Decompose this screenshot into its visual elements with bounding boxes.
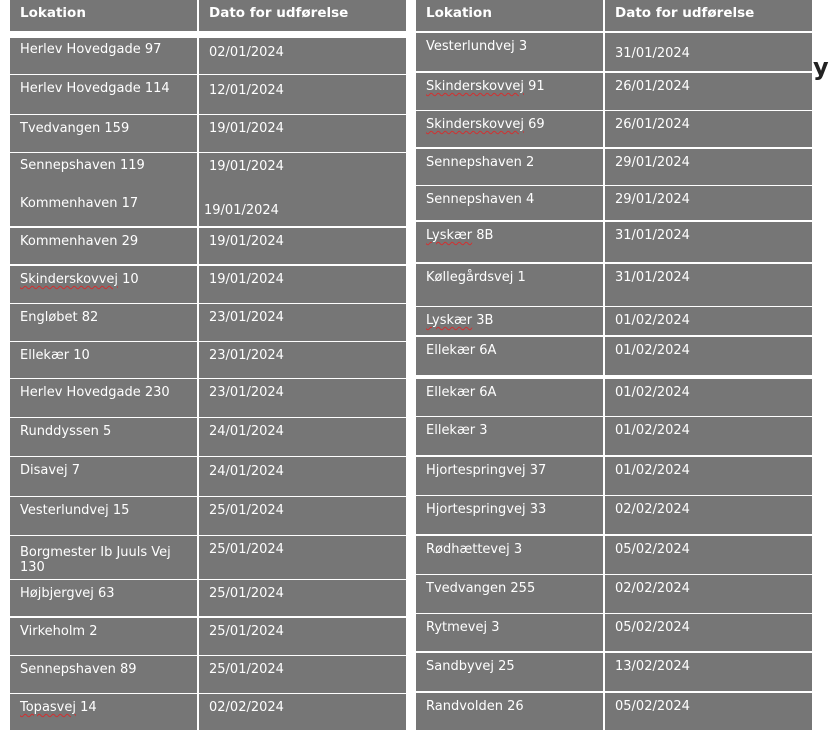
table-row bbox=[10, 656, 406, 693]
table-row bbox=[416, 73, 812, 110]
location-text: Ellekær 6A bbox=[426, 385, 497, 400]
location-text: Rytmevej 3 bbox=[426, 620, 500, 635]
location-cell bbox=[10, 580, 197, 616]
location-cell bbox=[10, 228, 197, 264]
date-text: 13/02/2024 bbox=[615, 659, 690, 674]
table-row bbox=[10, 618, 406, 655]
date-text: 25/01/2024 bbox=[209, 542, 284, 557]
location-cell bbox=[10, 190, 197, 226]
date-cell bbox=[199, 418, 406, 456]
location-cell bbox=[416, 614, 603, 651]
location-cell bbox=[10, 694, 197, 730]
table-row bbox=[10, 153, 406, 190]
date-text: 26/01/2024 bbox=[615, 117, 690, 132]
table-row bbox=[416, 496, 812, 534]
date-text: 02/01/2024 bbox=[209, 45, 284, 60]
date-text: 29/01/2024 bbox=[615, 155, 690, 170]
location-cell bbox=[416, 111, 603, 147]
location-text: Disavej 7 bbox=[20, 463, 81, 478]
table-row bbox=[416, 186, 812, 220]
table-row bbox=[416, 575, 812, 613]
location-cell bbox=[416, 379, 603, 416]
date-text: 23/01/2024 bbox=[209, 385, 284, 400]
location-cell bbox=[416, 496, 603, 534]
table-row bbox=[416, 417, 812, 455]
table-row bbox=[10, 379, 406, 417]
date-text: 05/02/2024 bbox=[615, 620, 690, 635]
location-cell bbox=[416, 693, 603, 730]
date-text: 23/01/2024 bbox=[209, 348, 284, 363]
location-text: Kommenhaven 29 bbox=[20, 234, 139, 249]
date-text: 25/01/2024 bbox=[209, 662, 284, 677]
location-cell bbox=[10, 342, 197, 378]
location-cell bbox=[10, 457, 197, 496]
date-text: 25/01/2024 bbox=[209, 503, 284, 518]
location-text: Skinderskovvej 69 bbox=[426, 117, 545, 132]
date-text: 23/01/2024 bbox=[209, 310, 284, 325]
date-text: 05/02/2024 bbox=[615, 542, 690, 557]
table-row bbox=[10, 115, 406, 152]
location-cell bbox=[10, 418, 197, 456]
header-location: Lokation bbox=[10, 0, 197, 31]
table-row bbox=[416, 457, 812, 495]
location-cell bbox=[10, 266, 197, 303]
date-text: 29/01/2024 bbox=[615, 192, 690, 207]
location-text: Sennepshaven 4 bbox=[426, 192, 535, 207]
table-row bbox=[10, 304, 406, 341]
location-cell bbox=[416, 653, 603, 691]
date-cell bbox=[605, 575, 812, 613]
right-location-table bbox=[416, 0, 812, 730]
date-cell bbox=[199, 694, 406, 730]
location-text: Sennepshaven 2 bbox=[426, 155, 535, 170]
location-cell bbox=[416, 457, 603, 495]
date-text: 24/01/2024 bbox=[209, 424, 284, 439]
date-text: 31/01/2024 bbox=[615, 228, 690, 243]
date-cell bbox=[199, 115, 406, 152]
location-text: Randvolden 26 bbox=[426, 699, 524, 714]
date-text: 01/02/2024 bbox=[615, 463, 690, 478]
table-row bbox=[10, 694, 406, 730]
table-row bbox=[416, 264, 812, 306]
location-cell bbox=[416, 337, 603, 375]
date-cell bbox=[605, 379, 812, 416]
location-cell bbox=[10, 656, 197, 693]
location-cell bbox=[416, 264, 603, 306]
date-text: 01/02/2024 bbox=[615, 423, 690, 438]
date-text: 01/02/2024 bbox=[615, 343, 690, 358]
location-cell bbox=[416, 536, 603, 574]
location-text: Lyskær 8B bbox=[426, 228, 494, 243]
location-text: Skinderskovvej 10 bbox=[20, 272, 139, 287]
table-row bbox=[416, 337, 812, 375]
location-text: Ellekær 3 bbox=[426, 423, 488, 438]
date-cell bbox=[605, 222, 812, 262]
location-text: Virkeholm 2 bbox=[20, 624, 98, 639]
date-cell bbox=[199, 618, 406, 655]
location-cell bbox=[416, 149, 603, 185]
location-cell bbox=[416, 222, 603, 262]
location-text: Rødhættevej 3 bbox=[426, 542, 523, 557]
date-cell bbox=[605, 457, 812, 495]
table-row bbox=[10, 228, 406, 264]
date-text: 02/02/2024 bbox=[615, 581, 690, 596]
date-text: 19/01/2024 bbox=[209, 234, 284, 249]
date-cell bbox=[605, 149, 812, 185]
table-row bbox=[10, 457, 406, 496]
location-text: Herlev Hovedgade 114 bbox=[20, 81, 170, 96]
table-row bbox=[416, 379, 812, 416]
date-text: 25/01/2024 bbox=[209, 586, 284, 601]
date-cell bbox=[605, 73, 812, 110]
header-date: Dato for udførelse bbox=[605, 0, 812, 31]
date-cell bbox=[605, 337, 812, 375]
date-cell bbox=[605, 653, 812, 691]
table-row bbox=[416, 33, 812, 71]
table-header bbox=[10, 0, 406, 31]
date-cell bbox=[605, 496, 812, 534]
location-text: Kommenhaven 17 bbox=[20, 196, 139, 211]
location-text: Herlev Hovedgade 97 bbox=[20, 42, 162, 57]
date-text: 24/01/2024 bbox=[209, 464, 284, 479]
location-text: Runddyssen 5 bbox=[20, 424, 112, 439]
date-text: 01/02/2024 bbox=[615, 313, 690, 328]
table-row bbox=[10, 266, 406, 303]
left-location-table bbox=[10, 0, 406, 730]
table-row bbox=[416, 307, 812, 335]
location-cell bbox=[10, 379, 197, 417]
location-cell bbox=[416, 307, 603, 335]
date-cell bbox=[199, 342, 406, 378]
table-row bbox=[10, 38, 406, 74]
location-cell bbox=[416, 575, 603, 613]
date-cell bbox=[199, 266, 406, 303]
location-text: Vesterlundvej 3 bbox=[426, 39, 528, 54]
table-row bbox=[10, 497, 406, 535]
table-row bbox=[416, 614, 812, 651]
date-cell bbox=[605, 33, 812, 71]
location-text: Sennepshaven 119 bbox=[20, 158, 145, 173]
date-cell bbox=[199, 497, 406, 535]
location-text: Tvedvangen 159 bbox=[20, 121, 130, 136]
table-row bbox=[416, 536, 812, 574]
location-cell bbox=[10, 75, 197, 114]
date-cell bbox=[605, 693, 812, 730]
date-text: 01/02/2024 bbox=[615, 385, 690, 400]
location-cell bbox=[416, 186, 603, 220]
header-date: Dato for udførelse bbox=[199, 0, 406, 31]
location-cell bbox=[10, 38, 197, 74]
location-text: Vesterlundvej 15 bbox=[20, 503, 130, 518]
location-cell bbox=[10, 618, 197, 655]
date-text: 26/01/2024 bbox=[615, 79, 690, 94]
table-row bbox=[416, 693, 812, 730]
table-row bbox=[10, 418, 406, 456]
date-cell bbox=[605, 614, 812, 651]
table-row bbox=[10, 190, 406, 226]
location-text: Højbjergvej 63 bbox=[20, 586, 115, 601]
location-text: Ellekær 6A bbox=[426, 343, 497, 358]
location-text: Sennepshaven 89 bbox=[20, 662, 137, 677]
location-cell bbox=[10, 497, 197, 535]
date-text: 19/01/2024 bbox=[204, 203, 279, 218]
location-text: Lyskær 3B bbox=[426, 313, 494, 328]
date-text: 19/01/2024 bbox=[209, 272, 284, 287]
date-text: 02/02/2024 bbox=[209, 700, 284, 715]
date-cell bbox=[199, 153, 406, 190]
table-header bbox=[416, 0, 812, 31]
date-cell bbox=[199, 228, 406, 264]
location-cell bbox=[10, 115, 197, 152]
date-cell bbox=[199, 379, 406, 417]
table-row bbox=[416, 653, 812, 691]
table-row bbox=[10, 342, 406, 378]
location-cell bbox=[10, 304, 197, 341]
date-cell bbox=[605, 536, 812, 574]
date-text: 02/02/2024 bbox=[615, 502, 690, 517]
date-text: 12/01/2024 bbox=[209, 83, 284, 98]
date-cell bbox=[199, 304, 406, 341]
date-cell bbox=[199, 190, 406, 226]
location-text: Topasvej 14 bbox=[20, 700, 97, 715]
date-text: 31/01/2024 bbox=[615, 270, 690, 285]
location-text: Skinderskovvej 91 bbox=[426, 79, 545, 94]
date-cell bbox=[605, 186, 812, 220]
location-text: Hjortespringvej 37 bbox=[426, 463, 547, 478]
location-cell bbox=[416, 33, 603, 71]
header-location: Lokation bbox=[416, 0, 603, 31]
date-cell bbox=[199, 536, 406, 579]
location-text: Hjortespringvej 33 bbox=[426, 502, 547, 517]
date-text: 05/02/2024 bbox=[615, 699, 690, 714]
location-text: Herlev Hovedgade 230 bbox=[20, 385, 170, 400]
date-cell bbox=[199, 457, 406, 496]
location-text: Køllegårdsvej 1 bbox=[426, 270, 526, 285]
date-text: 25/01/2024 bbox=[209, 624, 284, 639]
location-cell bbox=[416, 417, 603, 455]
date-text: 19/01/2024 bbox=[209, 121, 284, 136]
location-cell bbox=[10, 536, 197, 579]
table-row bbox=[10, 580, 406, 616]
location-cell bbox=[10, 153, 197, 190]
table-row bbox=[416, 222, 812, 262]
date-cell bbox=[199, 656, 406, 693]
table-row bbox=[10, 75, 406, 114]
table-row bbox=[10, 536, 406, 579]
location-text: Borgmester Ib Juuls Vej 130 bbox=[20, 545, 171, 575]
table-row bbox=[416, 111, 812, 147]
cropped-text-fragment: y bbox=[813, 53, 829, 81]
date-cell bbox=[199, 580, 406, 616]
location-text: Tvedvangen 255 bbox=[426, 581, 536, 596]
date-text: 31/01/2024 bbox=[615, 46, 690, 61]
location-text: Engløbet 82 bbox=[20, 310, 99, 325]
location-text: Sandbyvej 25 bbox=[426, 659, 515, 674]
date-cell bbox=[605, 417, 812, 455]
date-text: 19/01/2024 bbox=[209, 159, 284, 174]
date-cell bbox=[199, 38, 406, 74]
date-cell bbox=[605, 264, 812, 306]
table-row bbox=[416, 149, 812, 185]
location-text: Ellekær 10 bbox=[20, 348, 90, 363]
date-cell bbox=[199, 75, 406, 114]
date-cell bbox=[605, 307, 812, 335]
location-cell bbox=[416, 73, 603, 110]
date-cell bbox=[605, 111, 812, 147]
